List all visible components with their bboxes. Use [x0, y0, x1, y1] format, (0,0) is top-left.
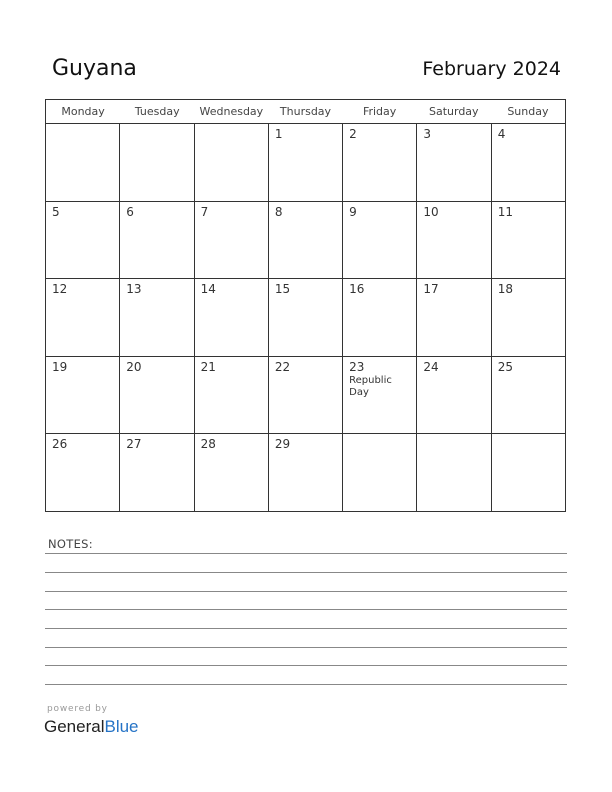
day-number: 23: [349, 359, 365, 374]
day-number: 3: [423, 127, 432, 141]
day-number: 5: [52, 204, 60, 219]
week-row-4: [46, 357, 565, 435]
day-cell: [195, 434, 269, 512]
weekday-tuesday: Tuesday: [134, 105, 180, 118]
day-cell: [492, 434, 565, 512]
week-row-3: [46, 279, 565, 357]
day-cell: [120, 434, 194, 512]
day-cell: [417, 202, 491, 279]
day-cell: [195, 279, 269, 356]
day-cell: [492, 124, 565, 201]
day-cell: [269, 357, 343, 434]
week-row-1: [46, 124, 565, 202]
day-cell: [195, 202, 269, 279]
weekday-saturday: Saturday: [428, 105, 479, 118]
weekday-thursday: Thursday: [279, 105, 332, 118]
day-cell: [417, 124, 491, 201]
day-cell: [195, 357, 269, 434]
day-number: 16: [349, 282, 365, 297]
notes-line: [45, 628, 567, 629]
day-cell: [343, 279, 417, 356]
day-number: 1: [274, 127, 283, 141]
country-title: Guyana: [52, 56, 137, 81]
day-cell: [46, 357, 120, 434]
brand-name: [44, 717, 139, 737]
day-cell: [343, 434, 417, 512]
weekday-header-row: [46, 100, 565, 124]
day-number: 22: [274, 359, 291, 374]
day-cell: [120, 124, 194, 201]
week-row-5: [46, 434, 565, 512]
day-number: 6: [126, 204, 134, 219]
brand-name-blue: Blue: [104, 717, 139, 736]
day-number: 28: [200, 437, 216, 452]
notes-line: [45, 684, 567, 685]
day-cell: [417, 434, 491, 512]
notes-line: [45, 665, 567, 666]
powered-by-text: powered by: [47, 704, 108, 714]
weekday-friday: Friday: [362, 105, 397, 118]
notes-label: NOTES:: [48, 537, 93, 551]
day-cell: [46, 279, 120, 356]
day-number: 25: [497, 359, 513, 374]
day-number: 24: [423, 359, 439, 374]
day-cell: [120, 279, 194, 356]
day-cell: [120, 357, 194, 434]
day-number: 19: [52, 359, 68, 374]
week-row-2: [46, 202, 565, 280]
day-number: 18: [497, 282, 513, 297]
day-cell: [269, 202, 343, 279]
notes-line: [45, 609, 567, 610]
day-number: 27: [126, 437, 142, 452]
day-cell: [269, 124, 343, 201]
day-number: 15: [274, 282, 291, 297]
day-cell: [492, 279, 565, 356]
day-number: 9: [349, 204, 357, 219]
day-number: 29: [274, 437, 291, 452]
weekday-monday: Monday: [61, 105, 105, 118]
day-cell: [269, 279, 343, 356]
day-number: 26: [52, 437, 68, 452]
day-number: 8: [274, 204, 283, 219]
day-number: 12: [52, 282, 68, 297]
day-number: 11: [497, 204, 513, 219]
notes-line: [45, 591, 567, 592]
day-number: 4: [497, 127, 506, 141]
holiday-label: Republic Day: [349, 374, 392, 398]
day-cell: [46, 434, 120, 512]
day-cell: [46, 124, 120, 201]
weekday-sunday: Sunday: [507, 105, 549, 118]
day-cell: [417, 357, 491, 434]
day-cell: [120, 202, 194, 279]
day-cell: [46, 202, 120, 279]
generalblue-logo: [44, 704, 139, 737]
weekday-wednesday: Wednesday: [199, 105, 264, 118]
day-cell: [492, 202, 565, 279]
day-number: 21: [200, 359, 216, 374]
notes-line: [45, 647, 567, 648]
day-cell: [343, 202, 417, 279]
day-number: 2: [349, 127, 357, 141]
day-cell: [343, 124, 417, 201]
day-cell-holiday: [343, 357, 417, 434]
day-cell: [195, 124, 269, 201]
day-number: 14: [200, 282, 216, 297]
day-cell: [269, 434, 343, 512]
month-title: February 2024: [422, 58, 561, 80]
day-number: 17: [423, 282, 439, 297]
day-number: 7: [200, 204, 209, 219]
day-number: 10: [423, 204, 439, 219]
day-cell: [492, 357, 565, 434]
day-cell: [417, 279, 491, 356]
notes-line: [45, 553, 567, 554]
day-number: 13: [126, 282, 142, 297]
notes-line: [45, 572, 567, 573]
day-number: 20: [126, 359, 142, 374]
brand-name-general: General: [44, 717, 105, 736]
calendar-grid: [45, 99, 566, 512]
